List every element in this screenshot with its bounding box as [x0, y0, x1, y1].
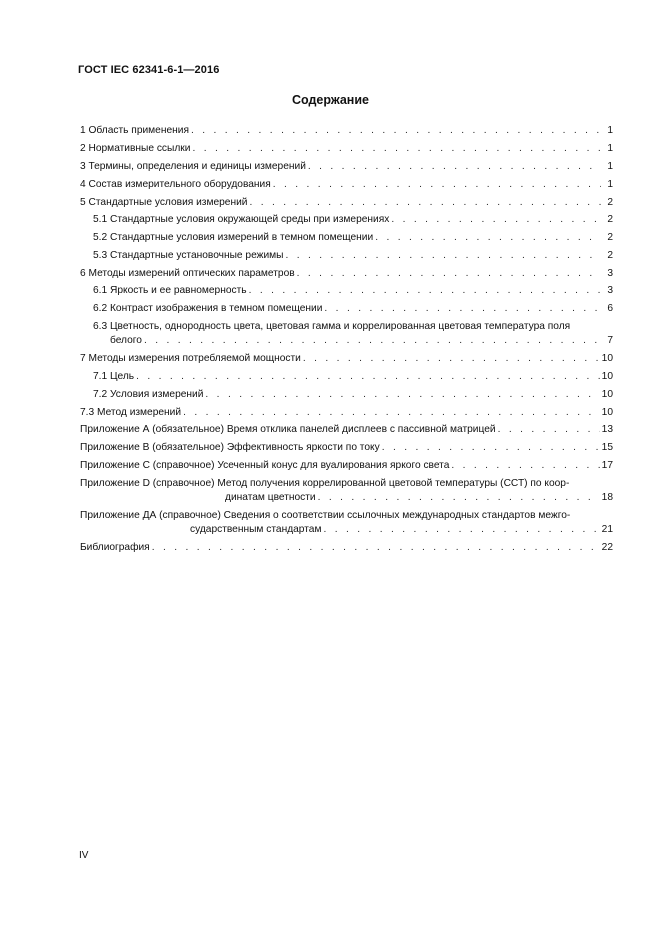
toc-entry[interactable] — [93, 231, 613, 244]
toc-entry-label: 4 Состав измерительного оборудования — [80, 179, 271, 190]
toc-entry-label: Библиография — [80, 542, 150, 553]
toc-entry-label: динатам цветности — [225, 492, 316, 503]
toc-leader-dots — [451, 459, 599, 472]
toc-leader-dots — [303, 352, 600, 365]
toc-entry[interactable] — [93, 284, 613, 297]
page-title: Содержание — [291, 93, 369, 107]
toc-entry[interactable] — [93, 370, 613, 383]
page-number: IV — [79, 850, 89, 861]
toc-leader-dots — [183, 406, 600, 419]
toc-entry-label: 2 Нормативные ссылки — [80, 143, 191, 154]
toc-entry[interactable] — [80, 352, 613, 365]
toc-entry[interactable] — [80, 160, 613, 173]
toc-leader-dots — [285, 249, 601, 262]
toc-entry[interactable] — [93, 249, 613, 262]
toc-leader-dots — [273, 178, 601, 191]
toc-entry-label: 7.1 Цель — [93, 371, 135, 382]
document-header: ГОСТ IEC 62341-6-1—2016 — [78, 64, 220, 76]
toc-entry-page: 2 — [607, 214, 613, 225]
toc-entry[interactable] — [80, 459, 613, 472]
toc-leader-dots — [324, 302, 601, 315]
toc-entry-page: 1 — [607, 161, 613, 172]
toc-entry-label: 5.3 Стандартные установочные режимы — [93, 250, 284, 261]
toc-leader-dots — [391, 213, 601, 226]
toc-entry-label: 6.1 Яркость и ее равномерность — [93, 285, 247, 296]
toc-leader-dots — [136, 370, 600, 383]
toc-entry[interactable] — [80, 406, 613, 419]
toc-leader-dots — [318, 491, 600, 504]
toc-entry-page: 2 — [607, 197, 613, 208]
toc-entry[interactable] — [93, 302, 613, 315]
toc-entry-page: 3 — [607, 268, 613, 279]
toc-entry-label: 5.2 Стандартные условия измерений в темном помещении — [93, 232, 374, 243]
toc-entry-page: 21 — [601, 524, 613, 535]
toc-entry[interactable] — [80, 423, 613, 436]
toc-entry-page: 1 — [607, 125, 613, 136]
toc-entry-label: 6 Методы измерений оптических параметров — [80, 268, 295, 279]
toc-entry[interactable] — [225, 491, 613, 504]
toc-entry-page: 15 — [601, 442, 613, 453]
toc-entry-label: белого — [110, 335, 142, 346]
toc-leader-dots — [375, 231, 601, 244]
toc-entry-page: 10 — [601, 389, 613, 400]
toc-leader-dots — [249, 284, 601, 297]
toc-entry[interactable] — [80, 178, 613, 191]
toc-entry-label: 6.2 Контраст изображения в темном помещении — [93, 303, 323, 314]
toc-leader-dots — [152, 541, 600, 554]
toc-entry-page: 17 — [601, 460, 613, 471]
toc-entry-page: 2 — [607, 232, 613, 243]
toc-entry[interactable] — [80, 124, 613, 137]
toc-leader-dots — [205, 388, 599, 401]
toc-entry-page: 2 — [607, 250, 613, 261]
toc-entry-label: 7 Методы измерения потребляемой мощности — [80, 353, 301, 364]
toc-entry-label: сударственным стандартам — [190, 524, 322, 535]
toc-entry-page: 10 — [601, 353, 613, 364]
toc-entry-label-line1[interactable]: Приложение D (справочное) Метод получения коррелированной цветовой температуры (ССТ) по коор- — [80, 478, 570, 489]
toc-entry[interactable] — [93, 213, 613, 226]
toc-leader-dots — [192, 142, 601, 155]
toc-leader-dots — [191, 124, 601, 137]
toc-entry-page: 22 — [601, 542, 613, 553]
toc-entry-label: 7.2 Условия измерений — [93, 389, 204, 400]
toc-entry-page: 10 — [601, 407, 613, 418]
toc-entry-page: 3 — [607, 285, 613, 296]
toc-entry-label: Приложение А (обязательное) Время отклика панелей дисплеев с пассивной матрицей — [80, 424, 496, 435]
toc-entry-page: 7 — [607, 335, 613, 346]
toc-entry[interactable] — [80, 267, 613, 280]
toc-entry-page: 10 — [601, 371, 613, 382]
toc-entry-page: 18 — [601, 492, 613, 503]
toc-entry-page: 6 — [607, 303, 613, 314]
toc-entry-label: 5 Стандартные условия измерений — [80, 197, 248, 208]
toc-leader-dots — [144, 334, 601, 347]
toc-leader-dots — [308, 160, 601, 173]
toc-leader-dots — [297, 267, 601, 280]
toc-entry[interactable] — [93, 388, 613, 401]
toc-leader-dots — [382, 441, 600, 454]
toc-entry[interactable] — [80, 541, 613, 554]
toc-entry-label: Приложение С (справочное) Усеченный конус для вуалирования яркого света — [80, 460, 450, 471]
toc-entry-label-line1[interactable]: Приложение ДА (справочное) Сведения о соответствии ссылочных международных стандартов межго- — [80, 510, 571, 521]
toc-entry[interactable] — [80, 196, 613, 209]
toc-entry-page: 1 — [607, 179, 613, 190]
toc-leader-dots — [249, 196, 601, 209]
toc-entry[interactable] — [80, 142, 613, 155]
toc-entry-page: 13 — [601, 424, 613, 435]
toc-entry-label: 5.1 Стандартные условия окружающей среды при измерениях — [93, 214, 390, 225]
toc-entry-label-line1[interactable]: 6.3 Цветность, однородность цвета, цветовая гамма и коррелированная цветовая температура поля — [93, 321, 571, 332]
toc-entry[interactable] — [110, 334, 613, 347]
toc-entry-label: 3 Термины, определения и единицы измерений — [80, 161, 306, 172]
toc-entry[interactable] — [190, 523, 613, 536]
toc-entry-label: Приложение В (обязательное) Эффективность яркости по току — [80, 442, 380, 453]
toc-leader-dots — [323, 523, 599, 536]
toc-leader-dots — [498, 423, 600, 436]
toc-entry[interactable] — [80, 441, 613, 454]
toc-entry-label: 7.3 Метод измерений — [80, 407, 182, 418]
toc-entry-page: 1 — [607, 143, 613, 154]
toc-entry-label: 1 Область применения — [80, 125, 189, 136]
